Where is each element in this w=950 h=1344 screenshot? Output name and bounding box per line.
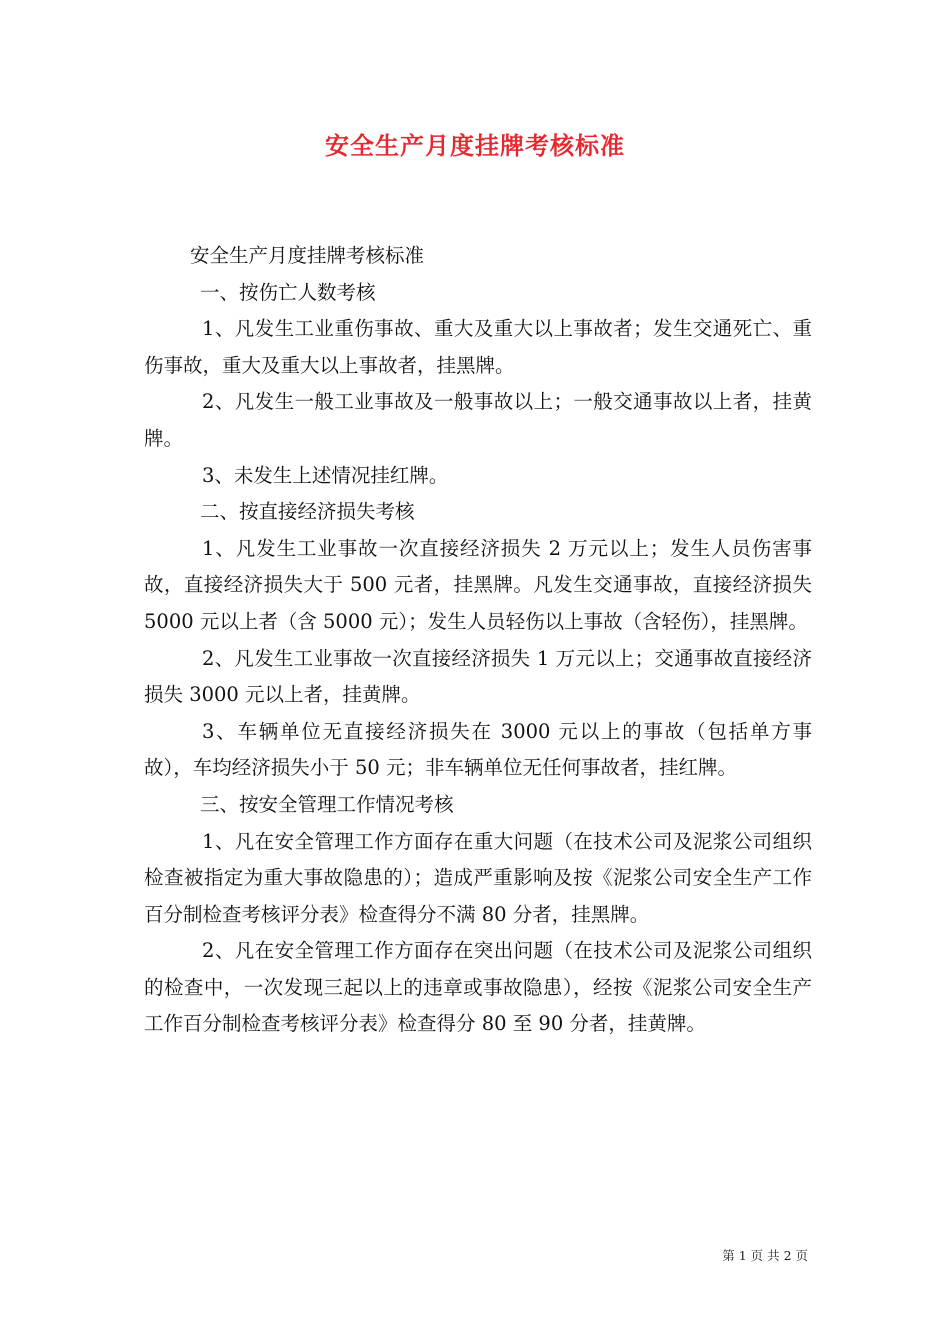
document-title: 安全生产月度挂牌考核标准	[325, 131, 625, 160]
section-item: 1、凡在安全管理工作方面存在重大问题（在技术公司及泥浆公司组织检查被指定为重大事故隐患的）；造成严重影响及按《泥浆公司安全生产工作百分制检查考核评分表》检查得分不满 80 分者，挂黑牌。	[144, 829, 812, 926]
section-item: 2、凡发生工业事故一次直接经济损失 1 万元以上；交通事故直接经济损失 3000 元以上者，挂黄牌。	[144, 646, 812, 707]
body-subtitle: 安全生产月度挂牌考核标准	[190, 244, 425, 267]
section-item: 3、车辆单位无直接经济损失在 3000 元以上的事故（包括单方事故），车均经济损失小于 50 元；非车辆单位无任何事故者，挂红牌。	[144, 719, 812, 780]
page-number: 第 1 页 共 2 页	[722, 1248, 808, 1263]
section-item: 1、凡发生工业事故一次直接经济损失 2 万元以上；发生人员伤害事故，直接经济损失大于 500 元者，挂黑牌。凡发生交通事故，直接经济损失 5000 元以上者（含 5000 元）；发生人员轻伤以上事故（含轻伤），挂黑牌。	[144, 536, 812, 633]
section-heading: 三、按安全管理工作情况考核	[200, 792, 454, 816]
section-item: 1、凡发生工业重伤事故、重大及重大以上事故者；发生交通死亡、重伤事故，重大及重大以上事故者，挂黑牌。	[144, 317, 812, 377]
section-heading: 一、按伤亡人数考核	[200, 280, 376, 304]
section-heading: 二、按直接经济损失考核	[200, 500, 415, 524]
section-item: 2、凡在安全管理工作方面存在突出问题（在技术公司及泥浆公司组织的检查中，一次发现三起以上的违章或事故隐患），经按《泥浆公司安全生产工作百分制检查考核评分表》检查得分 80 至 90 分者，挂黄牌。	[144, 939, 812, 1036]
document-body	[144, 238, 812, 1043]
section-item: 2、凡发生一般工业事故及一般事故以上；一般交通事故以上者，挂黄牌。	[144, 390, 812, 450]
section-item: 3、未发生上述情况挂红牌。	[202, 463, 449, 487]
